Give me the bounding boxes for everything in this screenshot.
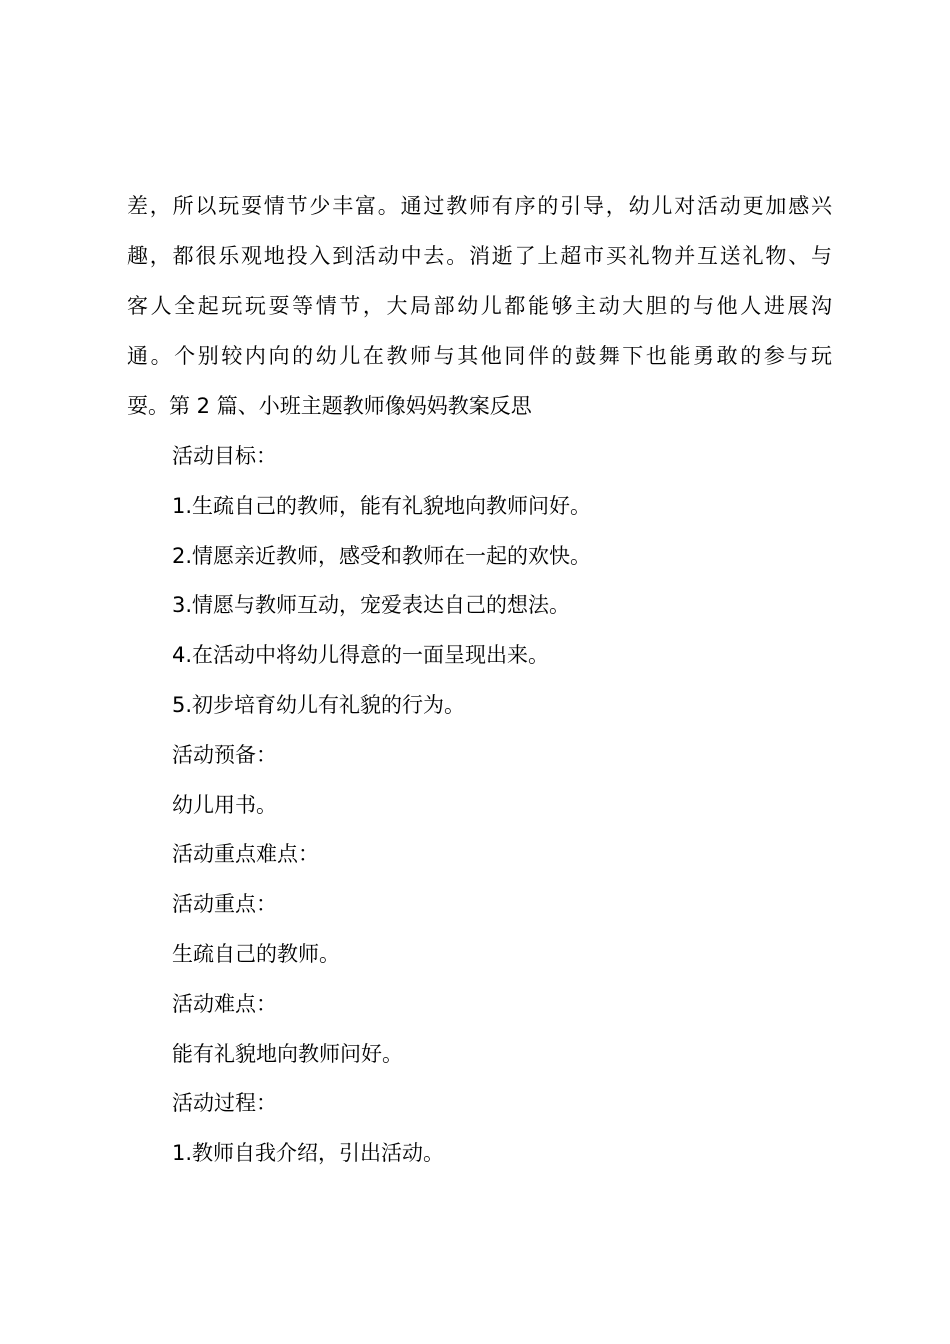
goal-item: 5.初步培育幼儿有礼貌的行为。 — [172, 692, 466, 717]
paragraph-line-with-section-title: 耍。第 2 篇、小班主题教师像妈妈教案反思 — [127, 394, 532, 418]
body-paragraph — [127, 181, 832, 431]
heading-key-points: 活动重点： — [172, 892, 277, 917]
key-points-text: 生疏自己的教师。 — [172, 941, 340, 966]
paragraph-line: 通。个别较内向的幼儿在教师与其他同伴的鼓舞下也能勇敢的参与玩 — [127, 344, 832, 368]
paragraph-line: 趣，都很乐观地投入到活动中去。消逝了上超市买礼物并互送礼物、与 — [127, 244, 832, 268]
process-step: 1.教师自我介绍，引出活动。 — [172, 1141, 445, 1166]
difficult-points-text: 能有礼貌地向教师问好。 — [172, 1041, 403, 1066]
goal-item: 2.情愿亲近教师，感受和教师在一起的欢快。 — [172, 543, 592, 568]
paragraph-line: 客人全起玩玩耍等情节，大局部幼儿都能够主动大胆的与他人进展沟 — [127, 294, 832, 318]
goal-item: 3.情愿与教师互动，宠爱表达自己的想法。 — [172, 593, 571, 618]
paragraph-line: 差，所以玩耍情节少丰富。通过教师有序的引导，幼儿对活动更加感兴 — [127, 194, 832, 218]
heading-activity-goals: 活动目标： — [172, 444, 277, 468]
goal-item: 4.在活动中将幼儿得意的一面呈现出来。 — [172, 643, 550, 668]
lesson-plan-list — [172, 431, 832, 1178]
preparation-text: 幼儿用书。 — [172, 792, 277, 817]
heading-difficult-points: 活动难点： — [172, 991, 277, 1016]
goal-item: 1.生疏自己的教师，能有礼貌地向教师问好。 — [172, 493, 592, 518]
heading-activity-process: 活动过程： — [172, 1091, 277, 1116]
heading-key-difficult-points: 活动重点难点： — [172, 842, 319, 867]
heading-activity-preparation: 活动预备： — [172, 742, 277, 767]
